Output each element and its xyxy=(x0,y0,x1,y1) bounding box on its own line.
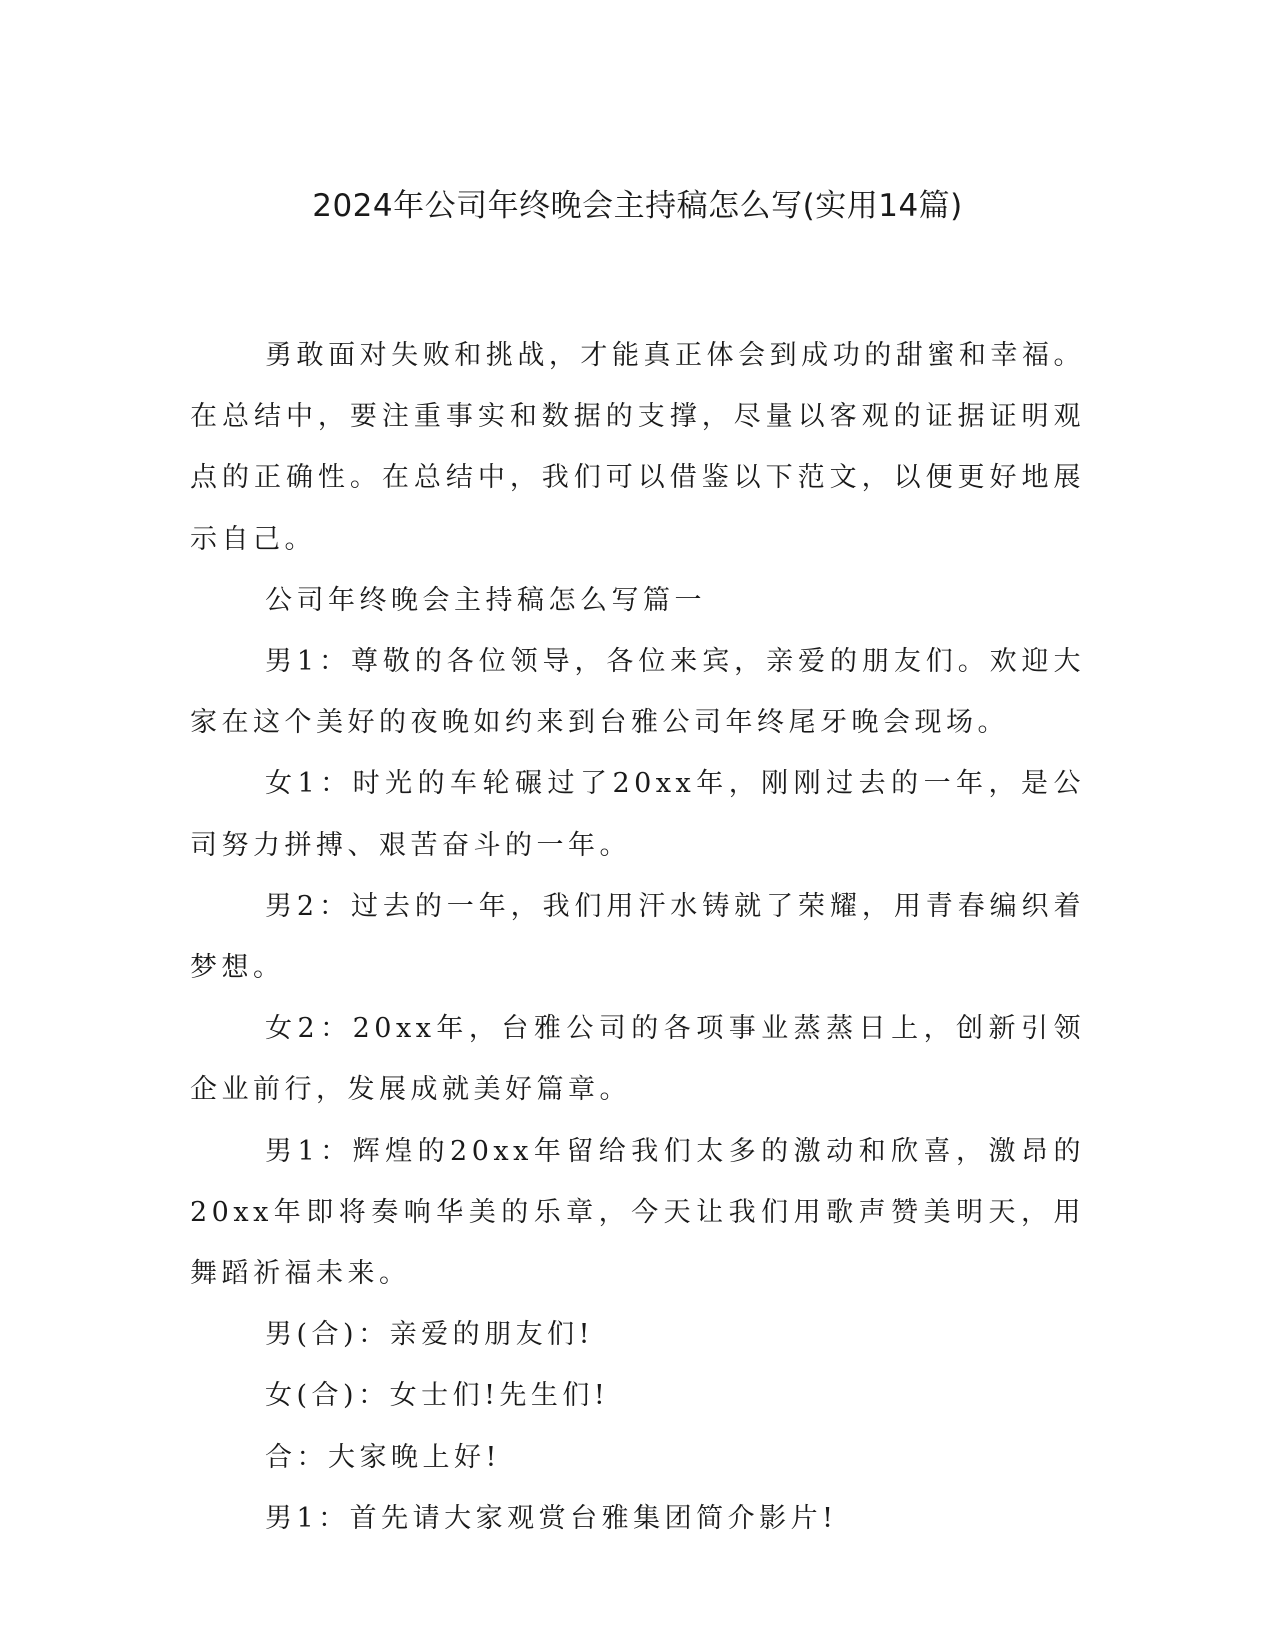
script-line: 男(合)：亲爱的朋友们! xyxy=(265,1319,594,1351)
document-body xyxy=(190,325,1085,1549)
script-line: 男1：辉煌的20xx年留给我们太多的激动和欣喜，激昂的20xx年即将奏响华美的乐章，今天让我们用歌声赞美明天，用舞蹈祈福未来。 xyxy=(190,1135,1085,1290)
section-heading: 公司年终晚会主持稿怎么写篇一 xyxy=(265,584,706,616)
script-line: 合：大家晚上好! xyxy=(265,1441,501,1473)
script-line: 女(合)：女士们!先生们! xyxy=(265,1380,610,1412)
script-line: 男2：过去的一年，我们用汗水铸就了荣耀，用青春编织着梦想。 xyxy=(190,890,1085,984)
script-line: 男1：首先请大家观赏台雅集团简介影片! xyxy=(265,1502,838,1534)
intro-paragraph: 勇敢面对失败和挑战，才能真正体会到成功的甜蜜和幸福。在总结中，要注重事实和数据的支撑，尽量以客观的证据证明观点的正确性。在总结中，我们可以借鉴以下范文，以便更好地展示自己。 xyxy=(190,340,1085,555)
script-line: 女2：20xx年，台雅公司的各项事业蒸蒸日上，创新引领企业前行，发展成就美好篇章。 xyxy=(190,1013,1085,1106)
script-line: 男1：尊敬的各位领导，各位来宾，亲爱的朋友们。欢迎大家在这个美好的夜晚如约来到台雅公司年终尾牙晚会现场。 xyxy=(190,646,1085,739)
script-line: 女1：时光的车轮碾过了20xx年，刚刚过去的一年，是公司努力拼搏、艰苦奋斗的一年。 xyxy=(190,768,1085,861)
document-title: 2024年公司年终晚会主持稿怎么写(实用14篇) xyxy=(312,188,963,224)
